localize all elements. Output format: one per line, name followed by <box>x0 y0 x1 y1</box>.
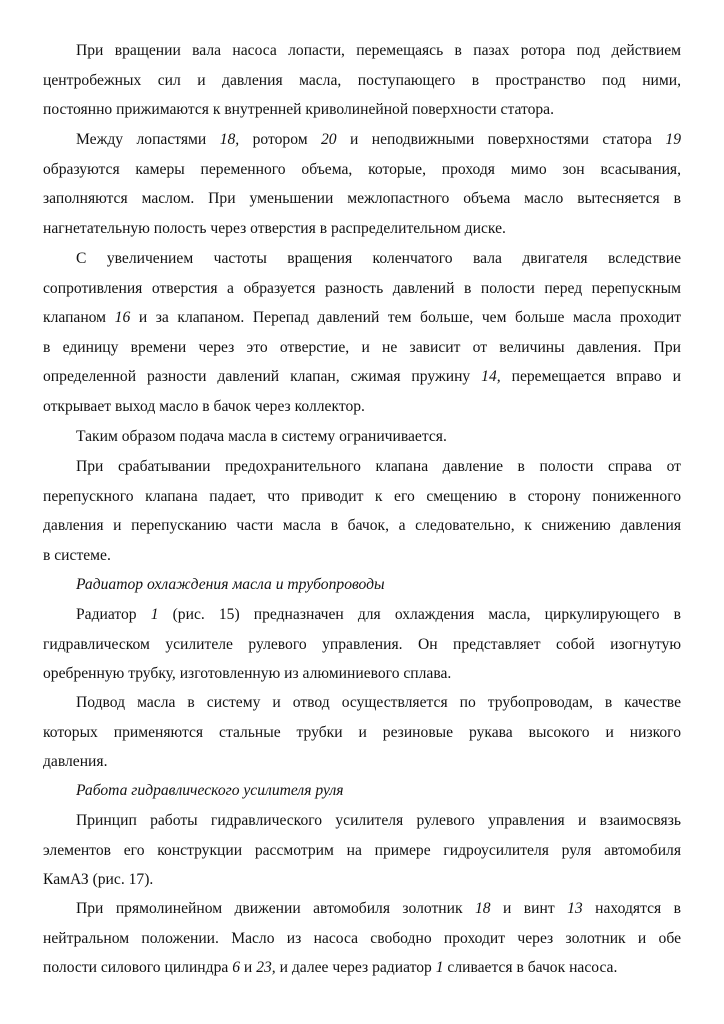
text-line: нагнетательную полость через отверстия в распределительном диске. <box>43 219 506 237</box>
reference-number: 1 <box>435 959 444 977</box>
reference-number: 6 <box>232 959 241 977</box>
reference-number: 18 <box>475 900 491 917</box>
paragraph-vane-rotation <box>43 36 681 125</box>
text-line: гидравлическом усилителе рулевого управления. Он представляет собой изогнутую <box>43 635 681 653</box>
text-line: При вращении вала насоса лопасти, перемещаясь в пазах ротора под действием <box>76 42 681 59</box>
heading-text: Работа гидравлического усилителя руля <box>76 782 344 799</box>
paragraph-radiator <box>43 600 681 689</box>
section-heading-operation <box>43 776 681 806</box>
text-line: давления. <box>43 753 108 771</box>
reference-number: 14, <box>481 368 501 386</box>
text-line: КамАЗ (рис. 17). <box>43 871 154 889</box>
text-line: элементов его конструкции рассмотрим на примере гидроусилителя руля автомобиля <box>43 841 681 859</box>
reference-number: 19 <box>665 131 681 148</box>
text-line: Принцип работы гидравлического усилителя рулевого управления и взаимосвязь <box>76 812 681 829</box>
paragraph-safety-valve <box>43 452 681 570</box>
text-line: в системе. <box>43 546 111 564</box>
paragraph-straight-motion <box>43 894 681 983</box>
reference-number: 1 <box>150 606 159 623</box>
text-line: перепускного клапана падает, что приводит к его смещению в сторону пониженного <box>43 487 681 505</box>
text-line: Радиатор 1 (рис. 15) предназначен для охлаждения масла, циркулирующего в <box>76 606 681 623</box>
text-line: Подвод масла в систему и отвод осуществляется по трубопроводам, в качестве <box>76 694 681 711</box>
text-line: При прямолинейном движении автомобиля золотник 18 и винт 13 находятся в <box>76 900 681 917</box>
text-line: С увеличением частоты вращения коленчатого вала двигателя вследствие <box>76 250 681 267</box>
reference-number: 16 <box>114 309 131 327</box>
paragraph-variable-chambers <box>43 125 681 243</box>
reference-number: 18, <box>219 131 240 148</box>
text-line: центробежных сил и давления масла, поступающего в пространство под ними, <box>43 71 681 89</box>
text-line: которых применяются стальные трубки и резиновые рукава высокого и низкого <box>43 723 681 741</box>
reference-number: 20 <box>321 131 337 148</box>
text-line: постоянно прижимаются к внутренней криволинейной поверхности статора. <box>43 101 554 119</box>
text-line: оребренную трубку, изготовленную из алюминиевого сплава. <box>43 665 452 683</box>
paragraph-supply-limited <box>43 422 681 452</box>
reference-number: 13 <box>567 900 583 917</box>
text-line: в единицу времени через это отверстие, и не зависит от величины давления. При <box>43 338 681 356</box>
heading-text: Радиатор охлаждения масла и трубопроводы <box>76 576 385 593</box>
paragraph-pipelines <box>43 688 681 777</box>
text-line: определенной разности давлений клапан, сжимая пружину 14, перемещается вправо и <box>43 368 682 386</box>
section-heading-radiator <box>43 570 681 600</box>
text-line: При срабатывании предохранительного клапана давление в полости справа от <box>76 458 681 475</box>
text-line: Между лопастями 18, ротором 20 и неподвижными поверхностями статора 19 <box>76 131 681 148</box>
reference-number: 23, <box>256 959 276 977</box>
text-line: заполняются маслом. При уменьшении межлопастного объема масло вытесняется в <box>43 190 681 208</box>
text-line: нейтральном положении. Масло из насоса свободно проходит через золотник и обе <box>43 929 681 947</box>
text-line: открывает выход масло в бачок через коллектор. <box>43 397 365 415</box>
paragraph-bypass-valve <box>43 244 681 422</box>
paragraph-operation-principle <box>43 806 681 895</box>
text-line: образуются камеры переменного объема, которые, проходя мимо зон всасывания, <box>43 160 681 178</box>
text-line: давления и перепусканию части масла в бачок, а следовательно, к снижению давления <box>43 517 681 535</box>
text-line: сопротивления отверстия а образуется разность давлений в полости перед перепускным <box>43 279 681 297</box>
text-line: клапаном 16 и за клапаном. Перепад давлений тем больше, чем больше масла проходит <box>43 309 682 327</box>
text-line: Таким образом подача масла в систему ограничивается. <box>76 428 447 445</box>
text-line: полости силового цилиндра 6 и 23, и далее через радиатор 1 сливается в бачок насоса. <box>43 959 618 977</box>
